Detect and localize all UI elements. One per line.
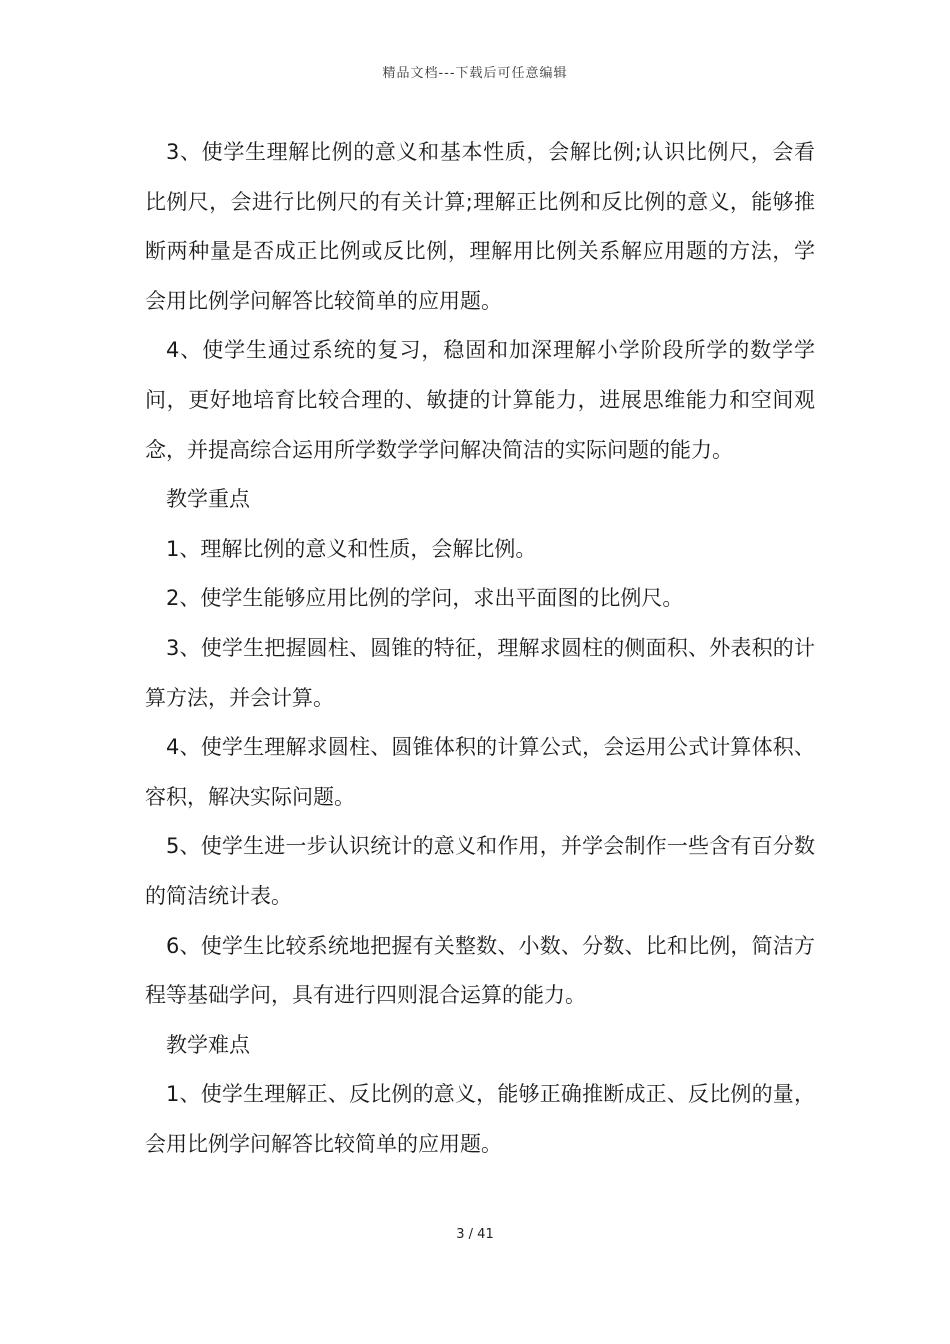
- key-point-3: 3、使学生把握圆柱、圆锥的特征，理解求圆柱的侧面积、外表积的计算方法，并会计算。: [145, 635, 815, 710]
- document-body: [145, 128, 815, 1169]
- paragraph-objective-3: 3、使学生理解比例的意义和基本性质，会解比例;认识比例尺，会看比例尺，会进行比例尺的有关计算;理解正比例和反比例的意义，能够推断两种量是否成正比例或反比例，理解用比例关系解应用题的方法，学会用比例学问解答比较简单的应用题。: [145, 140, 815, 313]
- key-point-1: 1、理解比例的意义和性质，会解比例。: [166, 536, 537, 561]
- section-heading-key-points: 教学重点: [166, 487, 250, 512]
- key-point-5: 5、使学生进一步认识统计的意义和作用，并学会制作一些含有百分数的简洁统计表。: [145, 834, 815, 908]
- section-heading-difficulties: 教学难点: [166, 1032, 250, 1057]
- key-point-4: 4、使学生理解求圆柱、圆锥体积的计算公式，会运用公式计算体积、容积，解决实际问题。: [145, 735, 815, 809]
- paragraph-objective-4: 4、使学生通过系统的复习，稳固和加深理解小学阶段所学的数学学问，更好地培育比较合理的、敏捷的计算能力，进展思维能力和空间观念，并提高综合运用所学数学学问解决简洁的实际问题的能力。: [145, 338, 815, 462]
- key-point-6: 6、使学生比较系统地把握有关整数、小数、分数、比和比例，简洁方程等基础学问，具有进行四则混合运算的能力。: [145, 933, 815, 1008]
- page-number: 3 / 41: [456, 1227, 494, 1242]
- difficulty-1: 1、使学生理解正、反比例的意义，能够正确推断成正、反比例的量，会用比例学问解答比较简单的应用题。: [145, 1082, 815, 1156]
- key-point-2: 2、使学生能够应用比例的学问，求出平面图的比例尺。: [166, 586, 684, 611]
- page-header: 精品文档---下载后可任意编辑: [382, 66, 568, 81]
